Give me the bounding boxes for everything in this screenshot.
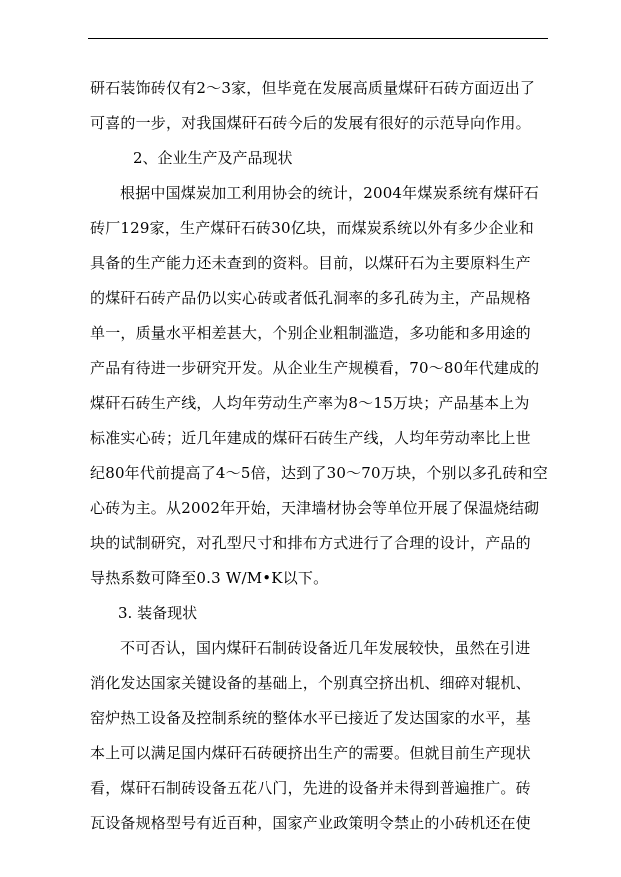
text-line: 的煤矸石砖产品仍以实心砖或者低孔洞率的多孔砖为主，产品规格 [90, 289, 531, 307]
text-line: 标准实心砖；近几年建成的煤矸石砖生产线，人均年劳动率比上世 [90, 429, 531, 447]
text-line: 研石装饰砖仅有2～3家，但毕竟在发展高质量煤矸石砖方面迈出了 [90, 79, 536, 97]
text-line: 瓦设备规格型号有近百种，国家产业政策明令禁止的小砖机还在使 [90, 814, 531, 832]
text-line: 窑炉热工设备及控制系统的整体水平已接近了发达国家的水平，基 [90, 709, 531, 727]
text-line: 产品有待进一步研究开发。从企业生产规模看，70～80年代建成的 [90, 359, 540, 377]
text-line: 块的试制研究，对孔型尺寸和排布方式进行了合理的设计，产品的 [90, 534, 531, 552]
section-2-heading: 2、企业生产及产品现状 [133, 149, 293, 167]
text-line: 不可否认，国内煤矸石制砖设备近几年发展较快，虽然在引进 [120, 639, 531, 657]
text-line: 心砖为主。从2002年开始，天津墙材协会等单位开展了保温烧结砌 [90, 499, 540, 517]
text-line: 看，煤矸石制砖设备五花八门，先进的设备并未得到普遍推广。砖 [90, 779, 531, 797]
text-line: 砖厂129家，生产煤矸石砖30亿块，而煤炭系统以外有多少企业和 [90, 219, 534, 237]
text-line: 具备的生产能力还未查到的资料。目前，以煤矸石为主要原料生产 [90, 254, 531, 272]
text-line: 根据中国煤炭加工利用协会的统计，2004年煤炭系统有煤矸石 [120, 184, 539, 202]
section-3-heading: 3. 装备现状 [118, 604, 198, 622]
header-rule [88, 38, 548, 39]
text-line: 导热系数可降至0.3 W/M•K以下。 [90, 569, 329, 587]
text-line: 单一，质量水平相差甚大，个别企业粗制滥造，多功能和多用途的 [90, 324, 531, 342]
text-line: 纪80年代前提高了4～5倍，达到了30～70万块，个别以多孔砖和空 [90, 464, 548, 482]
text-line: 消化发达国家关键设备的基础上，个别真空挤出机、细碎对辊机、 [90, 674, 531, 692]
text-line: 可喜的一步，对我国煤矸石砖今后的发展有很好的示范导向作用。 [90, 114, 531, 132]
text-line: 本上可以满足国内煤矸石砖硬挤出生产的需要。但就目前生产现状 [90, 744, 531, 762]
text-line: 煤矸石砖生产线，人均年劳动生产率为8～15万块；产品基本上为 [90, 394, 530, 412]
